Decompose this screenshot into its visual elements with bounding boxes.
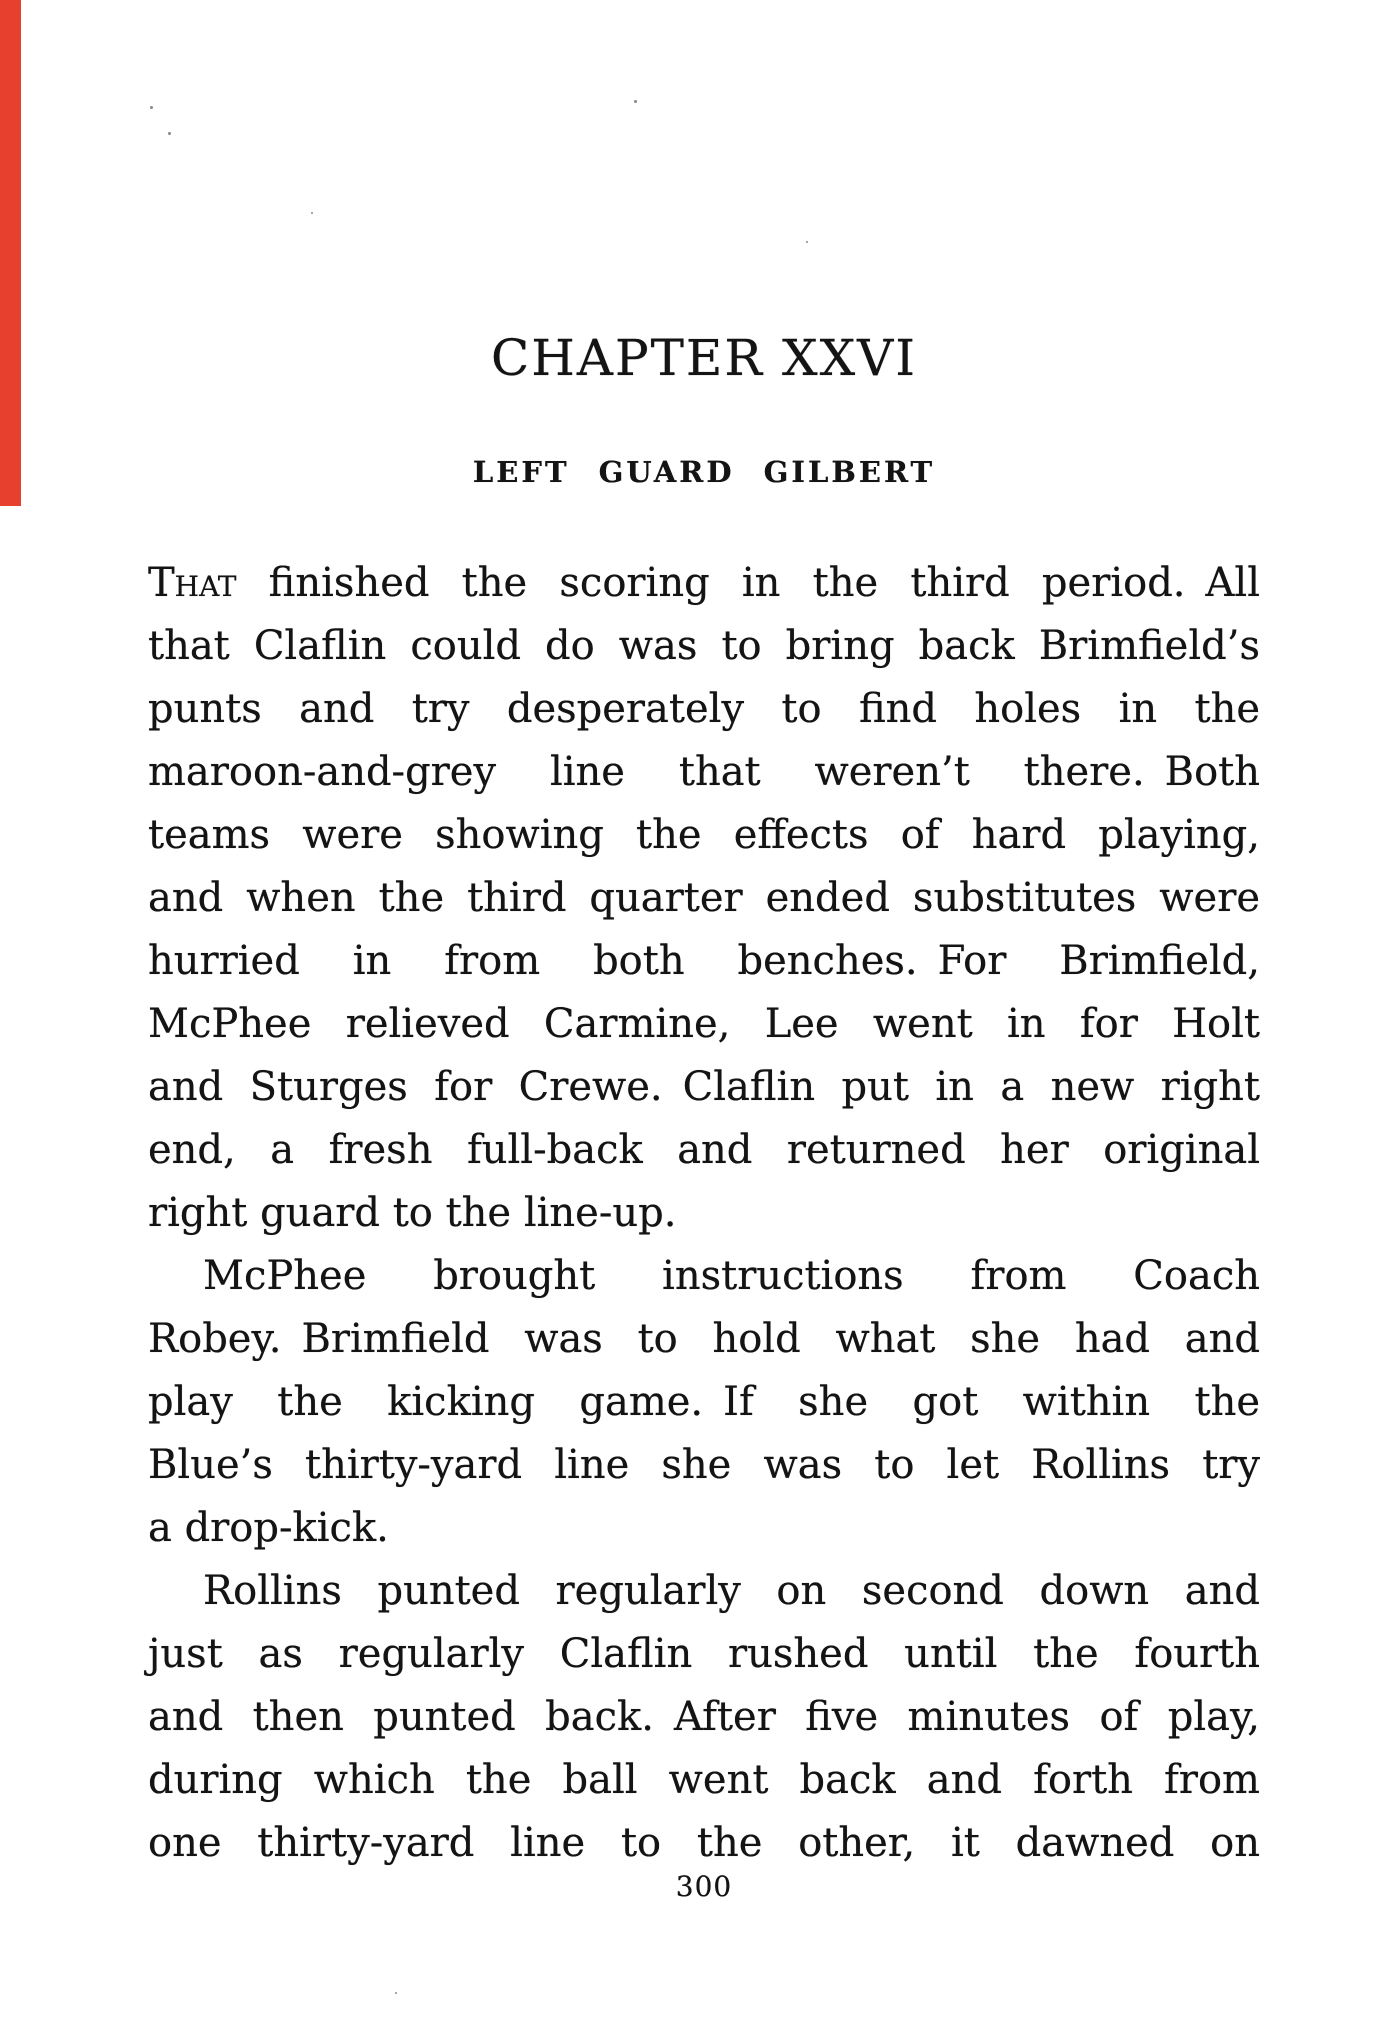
scan-speck	[634, 100, 637, 103]
text-line: McPhee relieved Carmine, Lee went in for Holt	[148, 1001, 1260, 1047]
text-line: McPhee brought instructions from Coach	[203, 1253, 1260, 1299]
scan-speck	[395, 1992, 397, 1994]
text-line: That finished the scoring in the third period. All	[148, 560, 1260, 606]
text-line: teams were showing the effects of hard playing,	[148, 812, 1260, 858]
text-line: maroon-and-grey line that weren’t there. Both	[148, 749, 1260, 795]
text-line: that Claflin could do was to bring back Brimfield’s	[148, 623, 1260, 669]
section-title: LEFT GUARD GILBERT	[472, 455, 936, 489]
text-line: end, a fresh full-back and returned her original	[148, 1127, 1260, 1173]
text-line: and when the third quarter ended substitutes were	[148, 875, 1260, 921]
text-line: punts and try desperately to find holes in the	[148, 686, 1260, 732]
scan-speck	[168, 132, 171, 135]
text-line: just as regularly Claflin rushed until the fourth	[148, 1631, 1260, 1677]
text-line: a drop-kick.	[148, 1505, 389, 1551]
text-line: right guard to the line-up.	[148, 1190, 677, 1236]
scan-speck	[150, 106, 153, 109]
body-text	[148, 552, 1260, 1875]
text-line: hurried in from both benches. For Brimfield,	[148, 938, 1260, 984]
text-line: and then punted back. After five minutes of play,	[148, 1694, 1260, 1740]
text-line: Rollins punted regularly on second down and	[203, 1568, 1260, 1614]
chapter-heading: CHAPTER XXVI	[490, 329, 918, 387]
small-caps-word: That	[148, 560, 237, 606]
text-line: play the kicking game. If she got within the	[148, 1379, 1260, 1425]
bookmark-ribbon	[0, 0, 21, 506]
scan-speck	[806, 241, 808, 243]
text-line: and Sturges for Crewe. Claflin put in a new right	[148, 1064, 1260, 1110]
scan-speck	[311, 212, 313, 214]
text-line: Blue’s thirty-yard line she was to let Rollins try	[148, 1442, 1260, 1488]
page-number: 300	[675, 1870, 733, 1903]
text-line: one thirty-yard line to the other, it dawned on	[148, 1820, 1260, 1866]
text-line: Robey. Brimfield was to hold what she had and	[148, 1316, 1260, 1362]
text-line: during which the ball went back and forth from	[148, 1757, 1260, 1803]
